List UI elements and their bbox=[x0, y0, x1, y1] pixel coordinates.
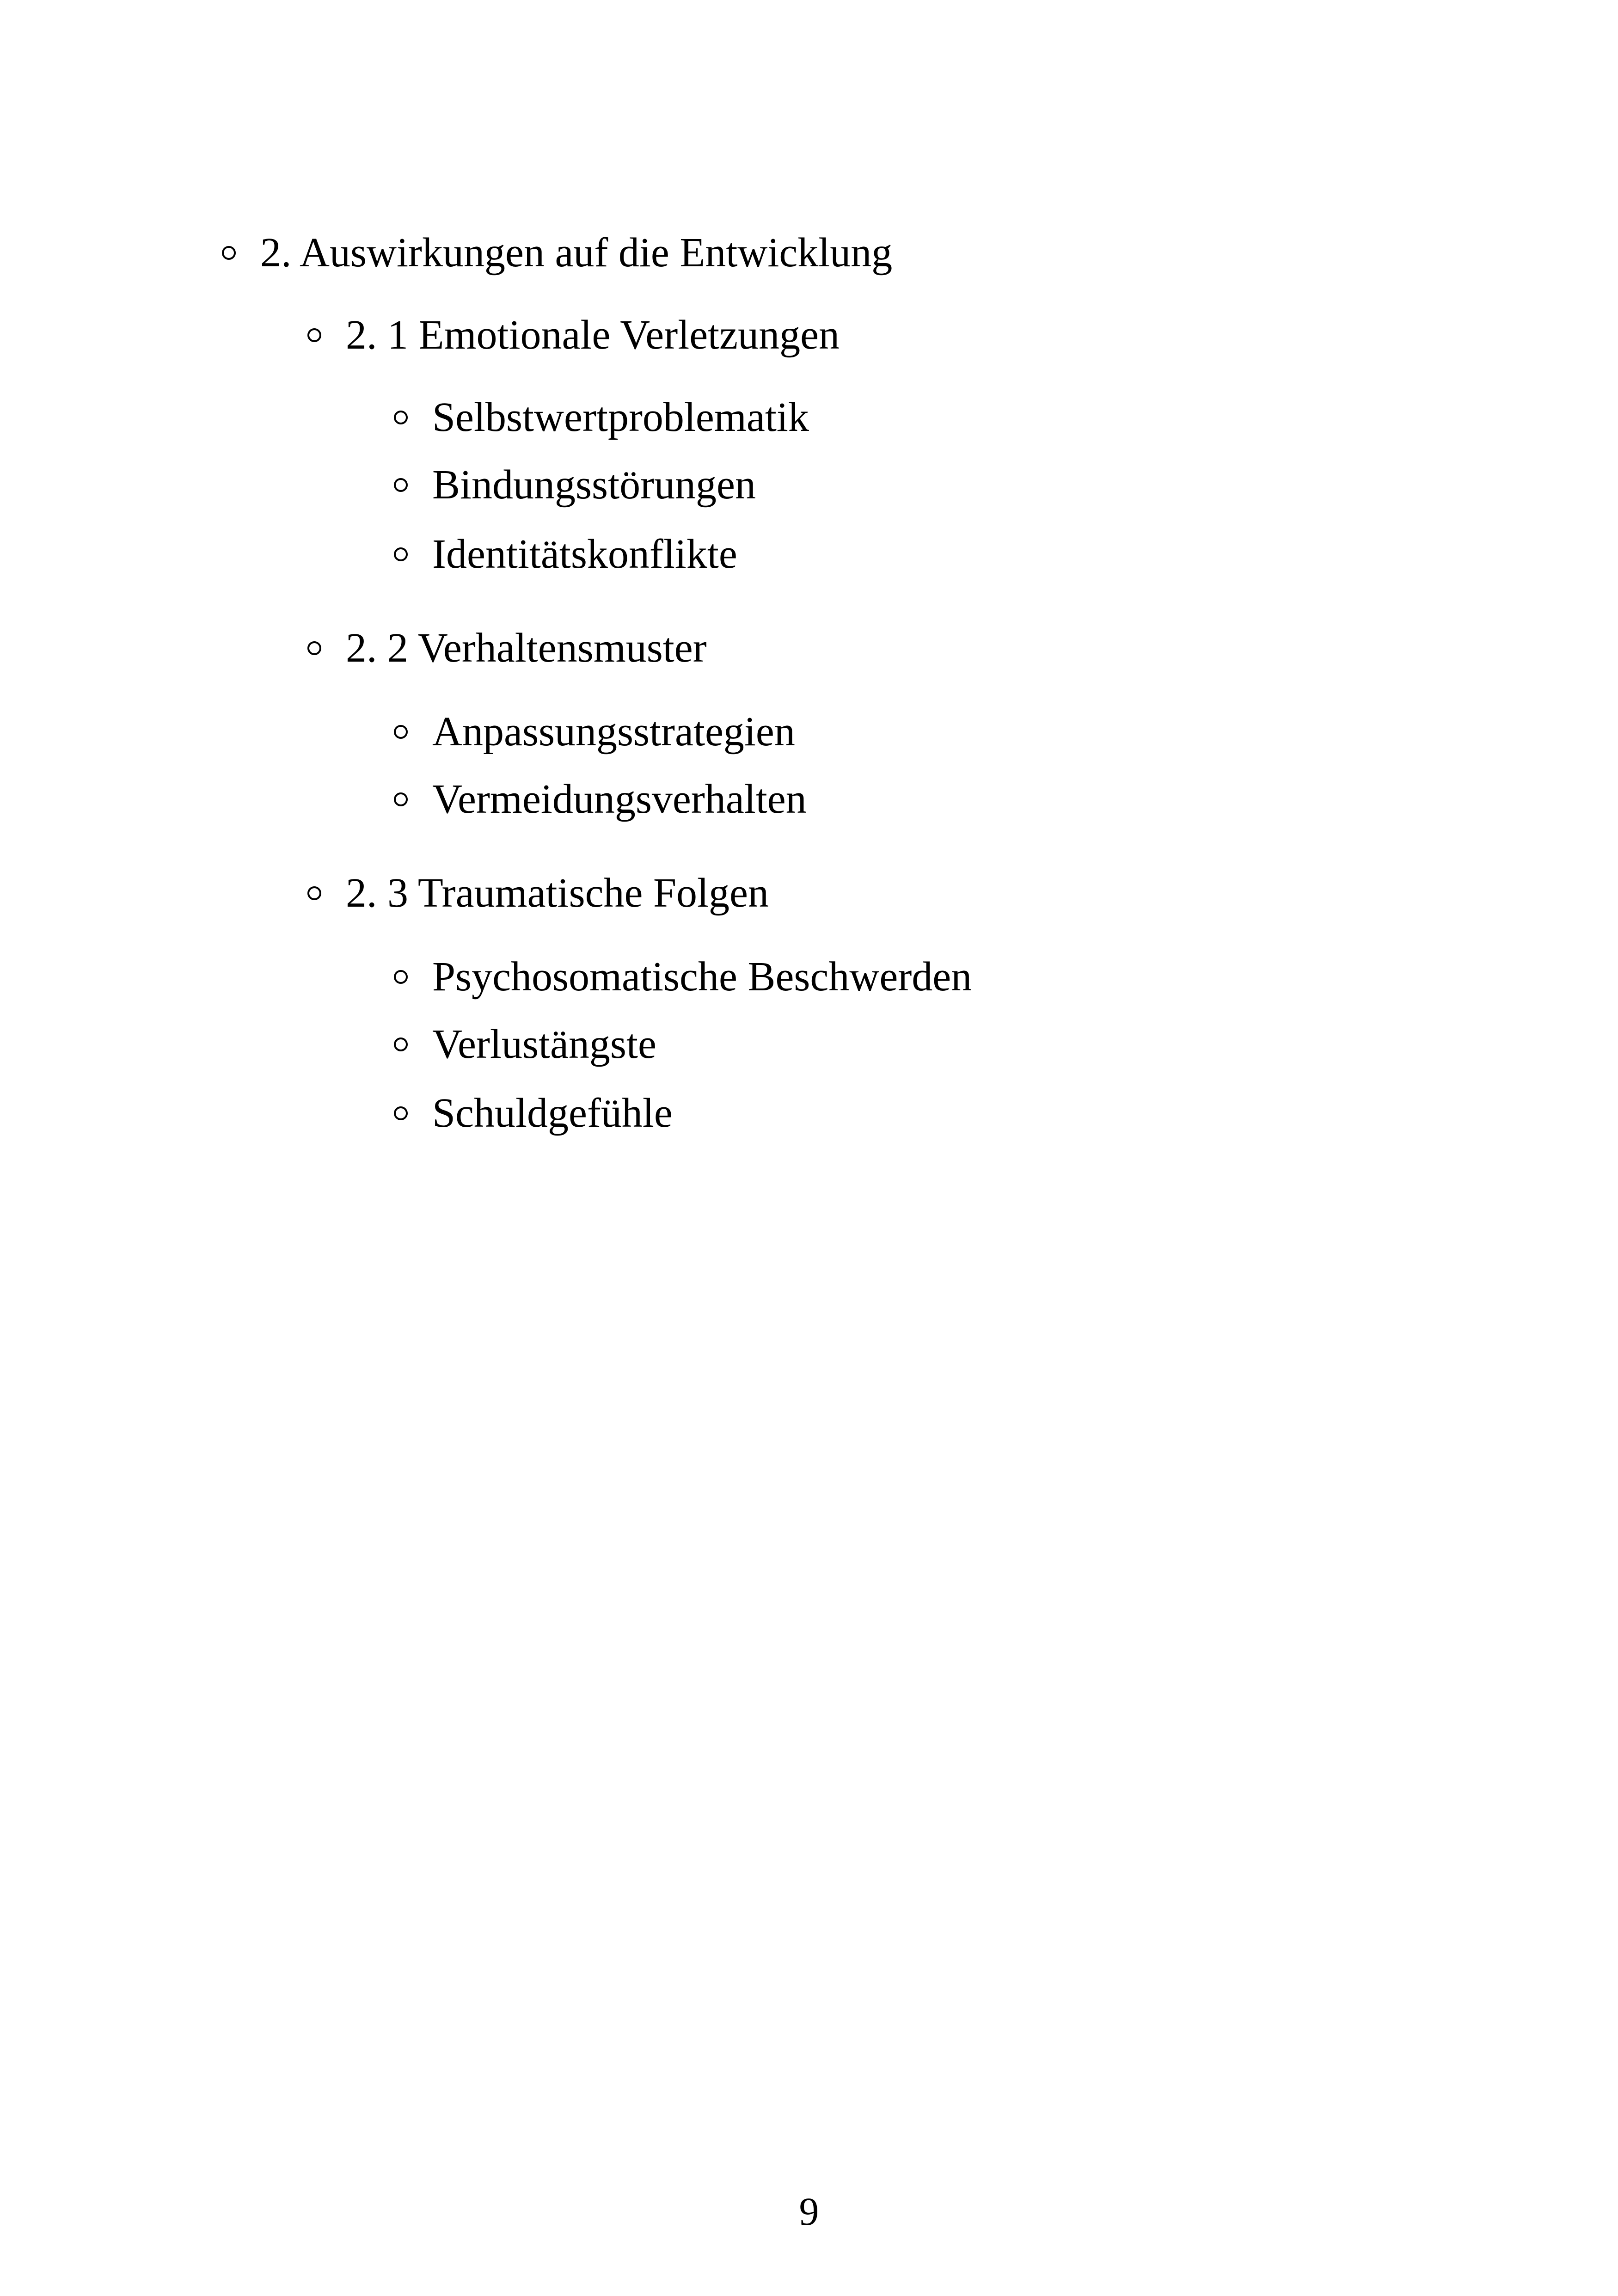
outline-item bbox=[394, 464, 756, 506]
circle-bullet-icon bbox=[394, 547, 408, 561]
circle-bullet-icon bbox=[394, 970, 408, 984]
outline-item-label: Verlustängste bbox=[432, 1021, 656, 1067]
outline-item bbox=[394, 1021, 656, 1067]
outline-item-label: Schuldgefühle bbox=[432, 1090, 673, 1136]
circle-bullet-icon bbox=[222, 246, 236, 260]
circle-bullet-icon bbox=[307, 886, 321, 900]
circle-bullet-icon bbox=[394, 1106, 408, 1120]
outline-subsection-emotionale-verletzungen bbox=[307, 314, 840, 356]
section-title: 2. Auswirkungen auf die Entwicklung bbox=[260, 230, 893, 276]
outline-item-label: Vermeidungsverhalten bbox=[432, 776, 807, 822]
circle-bullet-icon bbox=[307, 641, 321, 655]
circle-bullet-icon bbox=[394, 725, 408, 739]
page-number: 9 bbox=[799, 2189, 819, 2234]
circle-bullet-icon bbox=[394, 1037, 408, 1051]
outline-item-label: Psychosomatische Beschwerden bbox=[432, 954, 972, 1000]
outline-subsection-traumatische-folgen bbox=[307, 872, 769, 914]
outline-item-label: Anpassungsstrategien bbox=[432, 709, 795, 755]
circle-bullet-icon bbox=[394, 792, 408, 806]
outline-item bbox=[394, 956, 972, 998]
outline-item-label: Identitätskonflikte bbox=[432, 531, 737, 577]
subsection-title: 2. 2 Verhaltensmuster bbox=[346, 625, 707, 671]
subsection-title: 2. 3 Traumatische Folgen bbox=[346, 870, 769, 916]
outline-subsection-verhaltensmuster bbox=[307, 627, 707, 669]
circle-bullet-icon bbox=[394, 478, 408, 492]
subsection-title: 2. 1 Emotionale Verletzungen bbox=[346, 312, 840, 358]
outline-section bbox=[222, 232, 892, 274]
circle-bullet-icon bbox=[307, 328, 321, 342]
outline-item bbox=[394, 531, 737, 577]
outline-item bbox=[394, 1090, 673, 1136]
outline-item-label: Selbstwertproblematik bbox=[432, 394, 809, 440]
outline-item bbox=[394, 394, 809, 440]
outline-item-label: Bindungsstörungen bbox=[432, 462, 756, 508]
outline-item bbox=[394, 711, 795, 753]
outline-item bbox=[394, 776, 807, 822]
circle-bullet-icon bbox=[394, 411, 408, 424]
